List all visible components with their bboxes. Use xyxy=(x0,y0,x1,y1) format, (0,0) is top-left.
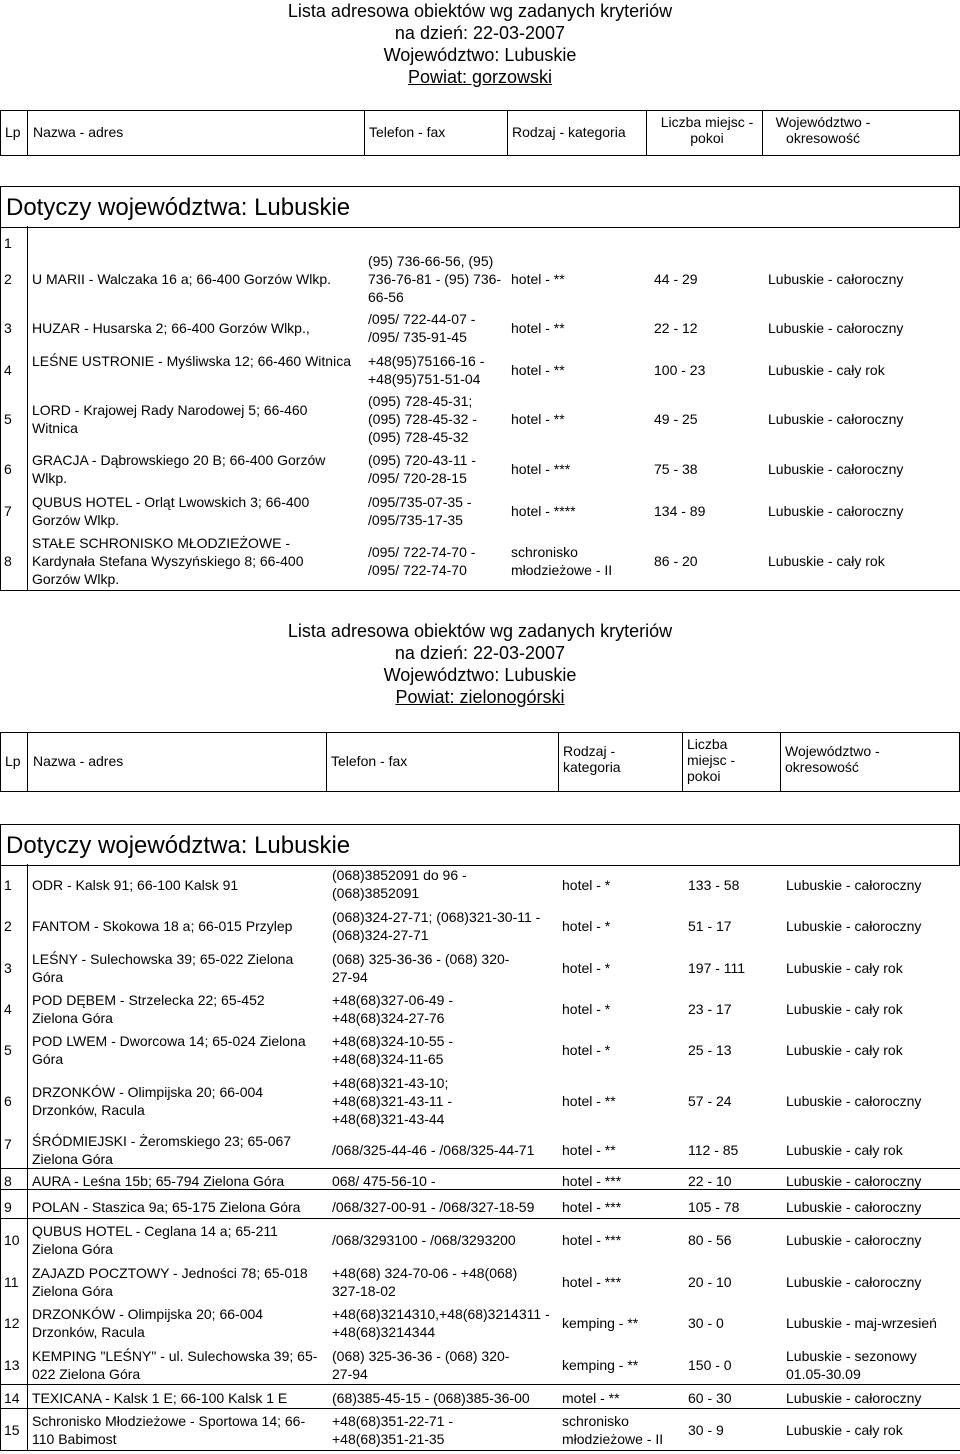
row-lp: 12 xyxy=(4,1315,20,1331)
col-lp: Lp xyxy=(5,753,21,769)
row-type: schronisko młodzieżowe - II xyxy=(511,544,613,578)
row-name: LEŚNE USTRONIE - Myśliwska 12; 66-460 Witnica xyxy=(32,353,351,369)
row-phone: (068)324-27-71; (068)321-30-11 - (068)324-27-71 xyxy=(332,909,541,943)
row-lp: 8 xyxy=(4,553,12,569)
report-county: Powiat: zielonogórski xyxy=(395,687,565,707)
row-region: Lubuskie - całoroczny xyxy=(786,1093,922,1109)
row-phone: +48(68)321-43-10; +48(68)321-43-11 - +48(68)321-43-44 xyxy=(332,1075,452,1127)
row-phone: (068) 325-36-36 - (068) 320-27-94 xyxy=(332,1348,510,1382)
row-type: hotel - ** xyxy=(562,1093,616,1109)
row-phone: (068)3852091 do 96 - (068)3852091 xyxy=(332,867,467,901)
row-places: 105 - 78 xyxy=(688,1199,740,1215)
row-type: hotel - *** xyxy=(562,1199,622,1215)
row-places: 134 - 89 xyxy=(654,503,706,519)
row-phone: /068/327-00-91 - /068/327-18-59 xyxy=(332,1199,535,1215)
row-places: 30 - 9 xyxy=(688,1422,724,1438)
row-lp: 1 xyxy=(4,235,12,251)
row-phone: +48(95)75166-16 - +48(95)751-51-04 xyxy=(368,353,485,387)
row-phone: +48(68)351-22-71 - +48(68)351-21-35 xyxy=(332,1413,454,1447)
row-phone: (095) 720-43-11 - /095/ 720-28-15 xyxy=(368,452,476,486)
row-phone: /095/ 722-74-70 - /095/ 722-74-70 xyxy=(368,544,476,578)
row-region: Lubuskie - cały rok xyxy=(768,362,885,378)
row-lp: 8 xyxy=(4,1173,12,1189)
row-region: Lubuskie - sezonowy 01.05-30.09 xyxy=(786,1348,917,1382)
row-type: motel - ** xyxy=(562,1390,620,1406)
row-lp: 3 xyxy=(4,960,12,976)
row-name: POD DĘBEM - Strzelecka 22; 65-452 Zielona Góra xyxy=(32,992,265,1026)
row-lp: 14 xyxy=(4,1390,20,1406)
report-county: Powiat: gorzowski xyxy=(407,67,553,87)
row-name: KEMPING "LEŚNY" - ul. Sulechowska 39; 65-022 Zielona Góra xyxy=(32,1348,318,1382)
col-name: Nazwa - adres xyxy=(33,124,124,140)
row-lp: 6 xyxy=(4,1093,12,1109)
row-lp: 5 xyxy=(4,1042,12,1058)
row-places: 51 - 17 xyxy=(688,918,732,934)
row-type: hotel - ** xyxy=(511,411,565,427)
row-lp: 4 xyxy=(4,362,12,378)
group-row xyxy=(0,186,960,228)
row-places: 22 - 12 xyxy=(654,320,698,336)
row-lp: 7 xyxy=(4,1136,12,1152)
row-region: Lubuskie - maj-wrzesień xyxy=(786,1315,937,1331)
row-phone: /095/ 722-44-07 - /095/ 735-91-45 xyxy=(368,311,476,345)
row-lp: 6 xyxy=(4,461,12,477)
row-name: DRZONKÓW - Olimpijska 20; 66-004 Drzonków, Racula xyxy=(32,1306,264,1340)
row-lp: 5 xyxy=(4,411,12,427)
row-region: Lubuskie - całoroczny xyxy=(786,1274,922,1290)
row-name: ZAJAZD POCZTOWY - Jedności 78; 65-018 Zielona Góra xyxy=(32,1265,308,1299)
row-places: 25 - 13 xyxy=(688,1042,732,1058)
row-type: hotel - ** xyxy=(511,271,565,287)
row-name: POD LWEM - Dworcowa 14; 65-024 Zielona Góra xyxy=(32,1033,306,1067)
row-places: 100 - 23 xyxy=(654,362,706,378)
report-date: na dzień: 22-03-2007 xyxy=(394,643,566,663)
row-lp: 7 xyxy=(4,503,12,519)
row-lp: 10 xyxy=(4,1232,20,1248)
row-phone: +48(68) 324-70-06 - +48(068) 327-18-02 xyxy=(332,1265,518,1299)
row-phone: /068/3293100 - /068/3293200 xyxy=(332,1232,516,1248)
col-lp: Lp xyxy=(5,124,21,140)
group-label: Dotyczy województwa: Lubuskie xyxy=(6,194,351,221)
row-places: 44 - 29 xyxy=(654,271,698,287)
row-region: Lubuskie - całoroczny xyxy=(786,1390,922,1406)
row-lp: 2 xyxy=(4,271,12,287)
row-type: hotel - * xyxy=(562,1042,611,1058)
report-voivodeship: Województwo: Lubuskie xyxy=(383,665,577,685)
row-region: Lubuskie - cały rok xyxy=(786,1042,903,1058)
section-2-heading xyxy=(0,620,960,708)
row-phone: (068) 325-36-36 - (068) 320-27-94 xyxy=(332,951,510,985)
row-phone: /095/735-07-35 - /095/735-17-35 xyxy=(368,494,472,528)
row-lp: 15 xyxy=(4,1422,20,1438)
row-region: Lubuskie - całoroczny xyxy=(786,1199,922,1215)
row-name: HUZAR - Husarska 2; 66-400 Gorzów Wlkp., xyxy=(32,320,310,336)
row-region: Lubuskie - całoroczny xyxy=(768,320,904,336)
row-region: Lubuskie - całoroczny xyxy=(786,1173,922,1189)
row-name: AURA - Leśna 15b; 65-794 Zielona Góra xyxy=(32,1173,285,1189)
section-1-heading xyxy=(0,0,960,88)
report-date: na dzień: 22-03-2007 xyxy=(394,23,566,43)
row-lp: 3 xyxy=(4,320,12,336)
row-name: Schronisko Młodzieżowe - Sportowa 14; 66-110 Babimost xyxy=(32,1413,306,1447)
row-region: Lubuskie - cały rok xyxy=(786,1422,903,1438)
row-places: 80 - 56 xyxy=(688,1232,732,1248)
row-places: 133 - 58 xyxy=(688,877,740,893)
report-title: Lista adresowa obiektów wg zadanych kryteriów xyxy=(287,1,673,21)
col-places: Liczba miejsc - pokoi xyxy=(687,736,736,784)
row-phone: (68)385-45-15 - (068)385-36-00 xyxy=(332,1390,530,1406)
row-name: QUBUS HOTEL - Orląt Lwowskich 3; 66-400 Gorzów Wlkp. xyxy=(32,494,310,528)
row-places: 60 - 30 xyxy=(688,1390,732,1406)
group-label: Dotyczy województwa: Lubuskie xyxy=(6,832,351,859)
row-name: STAŁE SCHRONISKO MŁODZIEŻOWE - Kardynała Stefana Wyszyńskiego 8; 66-400 Gorzów Wlkp. xyxy=(32,535,304,587)
row-type: kemping - ** xyxy=(562,1315,639,1331)
row-places: 86 - 20 xyxy=(654,553,698,569)
row-region: Lubuskie - całoroczny xyxy=(786,918,922,934)
row-name: GRACJA - Dąbrowskiego 20 B; 66-400 Gorzów Wlkp. xyxy=(32,452,326,486)
report-title: Lista adresowa obiektów wg zadanych kryteriów xyxy=(287,621,673,641)
col-phone: Telefon - fax xyxy=(369,124,446,140)
row-places: 20 - 10 xyxy=(688,1274,732,1290)
col-name: Nazwa - adres xyxy=(33,753,124,769)
row-type: hotel - *** xyxy=(562,1274,622,1290)
row-type: schronisko młodzieżowe - II xyxy=(562,1413,664,1447)
row-region: Lubuskie - całoroczny xyxy=(768,503,904,519)
row-places: 112 - 85 xyxy=(688,1142,739,1158)
col-places: Liczba miejsc - pokoi xyxy=(660,114,754,146)
row-type: hotel - ** xyxy=(511,320,565,336)
row-region: Lubuskie - cały rok xyxy=(786,1142,903,1158)
row-type: hotel - * xyxy=(562,960,611,976)
row-name: ŚRÓDMIEJSKI - Żeromskiego 23; 65-067 Zielona Góra xyxy=(32,1133,292,1167)
table-header xyxy=(0,732,960,792)
row-name: FANTOM - Skokowa 18 a; 66-015 Przylep xyxy=(32,918,293,934)
report-voivodeship: Województwo: Lubuskie xyxy=(383,45,577,65)
row-phone: 068/ 475-56-10 - xyxy=(332,1173,436,1189)
row-region: Lubuskie - cały rok xyxy=(786,1001,903,1017)
row-type: hotel - * xyxy=(562,918,611,934)
row-places: 49 - 25 xyxy=(654,411,698,427)
row-region: Lubuskie - cały rok xyxy=(786,960,903,976)
row-phone: /068/325-44-46 - /068/325-44-71 xyxy=(332,1142,535,1158)
row-name: QUBUS HOTEL - Ceglana 14 a; 65-211 Zielona Góra xyxy=(32,1223,278,1257)
row-places: 75 - 38 xyxy=(654,461,698,477)
row-name: LORD - Krajowej Rady Narodowej 5; 66-460 Witnica xyxy=(32,402,308,436)
row-phone: +48(68)3214310,+48(68)3214311 - +48(68)3214344 xyxy=(332,1306,550,1340)
row-type: hotel - ** xyxy=(511,362,565,378)
row-name: ODR - Kalsk 91; 66-100 Kalsk 91 xyxy=(32,877,239,893)
row-region: Lubuskie - cały rok xyxy=(768,553,885,569)
row-name: LEŚNY - Sulechowska 39; 65-022 Zielona Góra xyxy=(32,951,294,985)
row-region: Lubuskie - całoroczny xyxy=(786,877,922,893)
row-name: POLAN - Staszica 9a; 65-175 Zielona Góra xyxy=(32,1199,301,1215)
row-type: hotel - **** xyxy=(511,503,576,519)
col-type: Rodzaj - kategoria xyxy=(563,743,621,775)
row-places: 57 - 24 xyxy=(688,1093,732,1109)
row-phone: (95) 736-66-56, (95) 736-76-81 - (95) 736-66-56 xyxy=(368,253,502,305)
row-phone: +48(68)327-06-49 - +48(68)324-27-76 xyxy=(332,992,454,1026)
row-lp: 13 xyxy=(4,1357,20,1373)
row-type: hotel - *** xyxy=(562,1232,622,1248)
table-header xyxy=(0,110,960,156)
row-places: 23 - 17 xyxy=(688,1001,732,1017)
row-type: hotel - ** xyxy=(562,1142,616,1158)
row-places: 197 - 111 xyxy=(688,960,746,976)
row-region: Lubuskie - całoroczny xyxy=(786,1232,922,1248)
row-places: 30 - 0 xyxy=(688,1315,724,1331)
row-region: Lubuskie - całoroczny xyxy=(768,411,904,427)
row-lp: 11 xyxy=(4,1274,19,1290)
row-lp: 4 xyxy=(4,1001,12,1017)
col-region: Województwo - okresowość xyxy=(775,114,871,146)
row-name: U MARII - Walczaka 16 a; 66-400 Gorzów Wlkp. xyxy=(32,271,332,287)
row-region: Lubuskie - całoroczny xyxy=(768,271,904,287)
row-places: 22 - 10 xyxy=(688,1173,732,1189)
row-phone: +48(68)324-10-55 - +48(68)324-11-65 xyxy=(332,1033,454,1067)
row-name: DRZONKÓW - Olimpijska 20; 66-004 Drzonków, Racula xyxy=(32,1084,264,1118)
row-lp: 1 xyxy=(4,877,12,893)
group-row xyxy=(0,824,960,866)
row-region: Lubuskie - całoroczny xyxy=(768,461,904,477)
col-type: Rodzaj - kategoria xyxy=(512,124,626,140)
col-phone: Telefon - fax xyxy=(331,753,408,769)
row-type: kemping - ** xyxy=(562,1357,639,1373)
row-lp: 9 xyxy=(4,1199,12,1215)
col-region: Województwo - okresowość xyxy=(785,743,880,775)
row-type: hotel - * xyxy=(562,877,611,893)
row-lp: 2 xyxy=(4,918,12,934)
row-places: 150 - 0 xyxy=(688,1357,732,1373)
row-name: TEXICANA - Kalsk 1 E; 66-100 Kalsk 1 E xyxy=(32,1390,288,1406)
row-phone: (095) 728-45-31; (095) 728-45-32 - (095) 728-45-32 xyxy=(368,393,477,445)
row-type: hotel - *** xyxy=(562,1173,622,1189)
row-type: hotel - *** xyxy=(511,461,571,477)
row-type: hotel - * xyxy=(562,1001,611,1017)
